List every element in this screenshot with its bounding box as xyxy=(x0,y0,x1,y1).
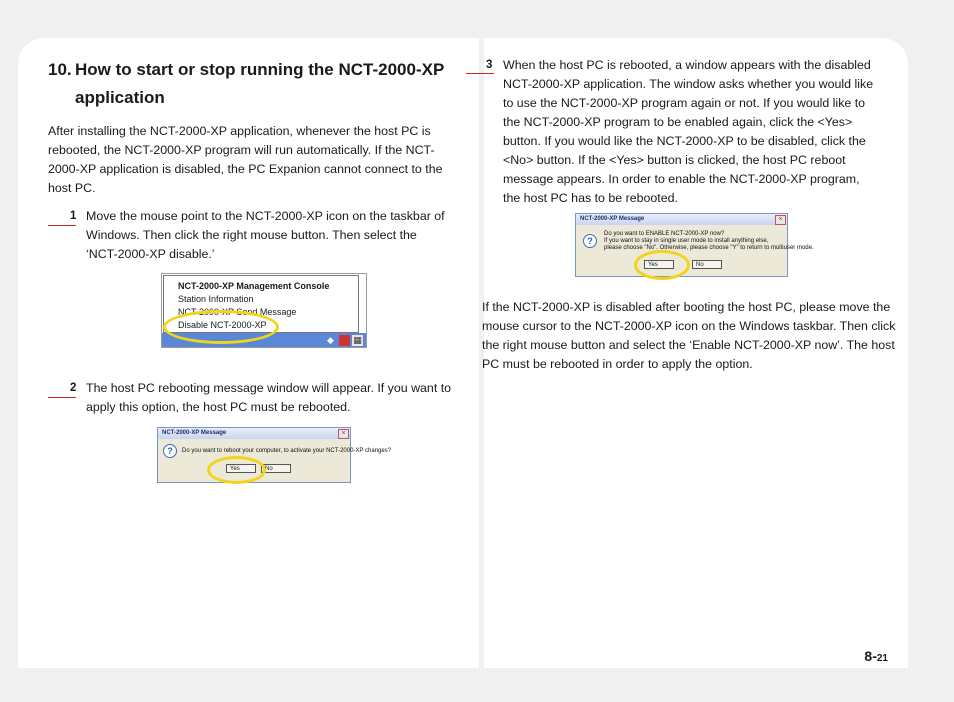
dialog-message-line-1: Do you want to ENABLE NCT-2000-XP now? xyxy=(604,231,725,237)
yes-button: Yes xyxy=(226,464,256,473)
after-paragraph: If the NCT-2000-XP is disabled after booting the host PC, please move the mouse cursor to the NCT-2000-XP icon on the Windows taskbar. Then click the right mouse button and select the ‘Enable NCT-2000-XP now’. The host PC must be rebooted in order to apply the option. xyxy=(482,300,896,371)
yes-button: Yes xyxy=(644,260,674,269)
step-number: 1 xyxy=(70,210,77,222)
highlight-ring xyxy=(207,456,266,484)
highlight-ring xyxy=(634,250,690,280)
close-icon: × xyxy=(338,429,349,439)
page-index: 21 xyxy=(876,653,888,664)
step-number: 2 xyxy=(70,382,77,394)
tray-flag-icon xyxy=(339,335,350,346)
menu-item-management-console: NCT-2000-XP Management Console xyxy=(178,281,330,291)
menu-item-send-message: NCT-2000-XP Send Message xyxy=(178,307,297,317)
section-title-text: How to start or stop running the NCT-2000-XP application xyxy=(75,60,444,107)
step-text: When the host PC is rebooted, a window appears with the disabled NCT-2000-XP application. The window asks whether you would like to use the NCT-2000-XP program again or not. If you would like to the NCT-2000-XP program to be enabled again, click the <Yes> button. If you would like the NCT-2000-XP to be disabled, click the <No> button. If the <Yes> button is clicked, the host PC reboot message appears. In order to enable the NCT-2000-XP program, the host PC has to be rebooted. xyxy=(503,58,874,205)
manual-page xyxy=(18,38,908,668)
dialog-title: NCT-2000-XP Message xyxy=(576,214,787,225)
menu-item-station-information: Station Information xyxy=(178,294,254,304)
no-button: No xyxy=(692,260,722,269)
dialog-title: NCT-2000-XP Message xyxy=(158,428,350,439)
page-chapter: 8- xyxy=(864,648,877,664)
intro-paragraph: After installing the NCT-2000-XP application, whenever the host PC is rebooted, the NCT-2000-XP program will run automatically. If the NCT-2000-XP application is disabled, the PC Expanion cannot connect to the host PC. xyxy=(48,124,443,195)
step-text: Move the mouse point to the NCT-2000-XP icon on the taskbar of Windows. Then click the right mouse button. Then select the ‘NCT-2000-XP disable.’ xyxy=(86,209,445,261)
tray-grid-icon: ▦ xyxy=(353,335,362,345)
dialog-message-line-3: please choose "No". Otherwise, please choose "Y" to return to multiuser mode. xyxy=(604,245,814,251)
dialog-message: Do you want to reboot your computer, to activate your NCT-2000-XP changes? xyxy=(182,448,392,454)
menu-item-disable: Disable NCT-2000-XP xyxy=(178,320,267,330)
tray-app-icon: ◆ xyxy=(327,335,334,345)
question-icon: ? xyxy=(583,234,597,248)
section-title xyxy=(48,56,448,112)
page-number xyxy=(864,648,888,664)
close-icon: × xyxy=(775,215,786,225)
section-number: 10. xyxy=(48,60,72,79)
dialog-message-line-2: If you want to stay in single user mode to install anything else, xyxy=(604,238,769,244)
highlight-ring xyxy=(163,310,279,344)
question-icon: ? xyxy=(163,444,177,458)
step-text: The host PC rebooting message window will appear. If you want to apply this option, the host PC must be rebooted. xyxy=(86,381,452,414)
step-number: 3 xyxy=(486,59,493,71)
no-button: No xyxy=(261,464,291,473)
